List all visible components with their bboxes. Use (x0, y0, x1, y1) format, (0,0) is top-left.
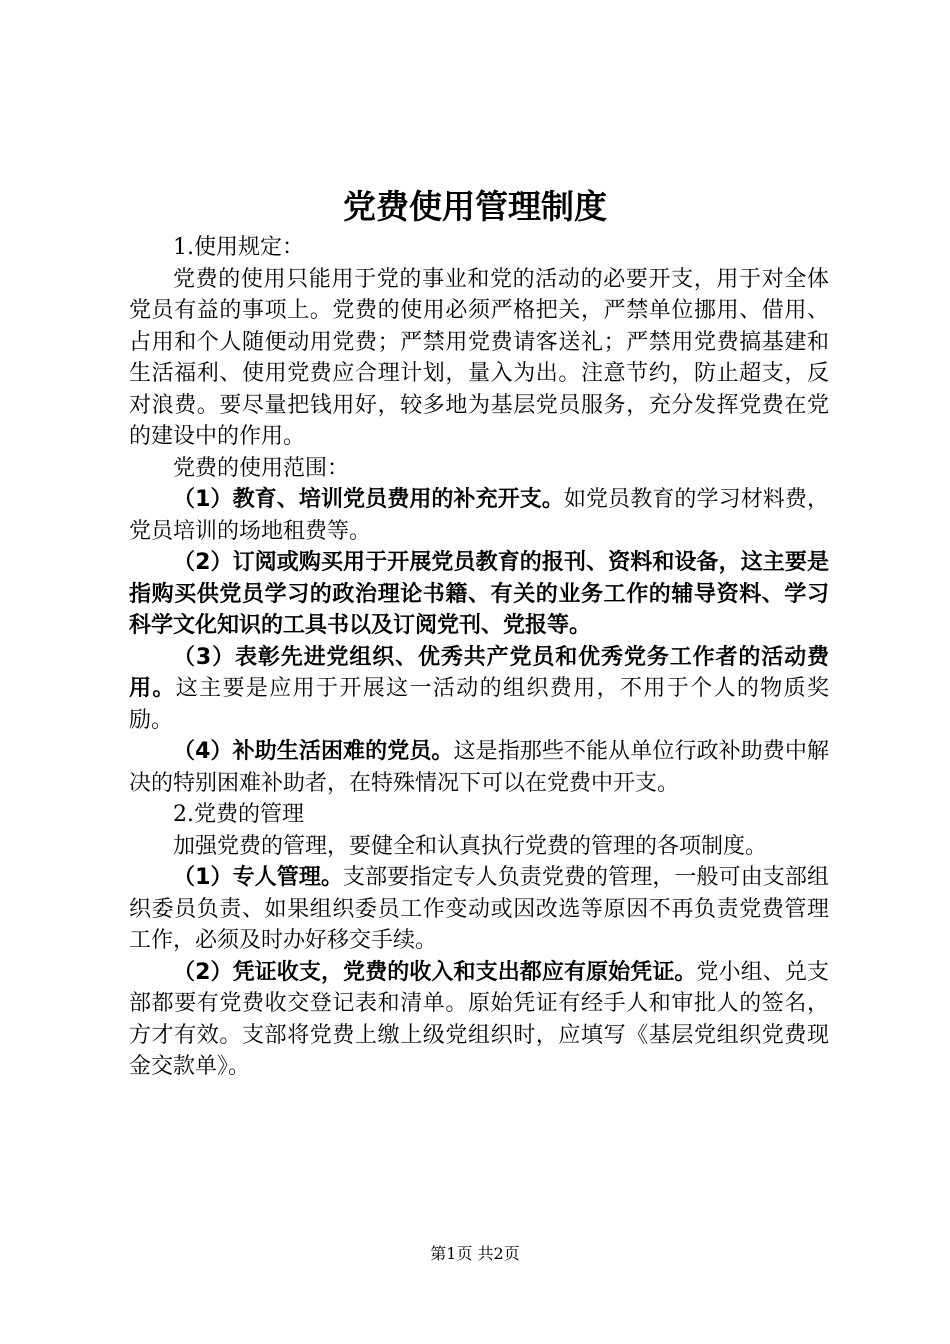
item-bold-lead: （1）教育、培训党员费用的补充开支。 (173, 487, 564, 512)
paragraph-text: 党费的使用只能用于党的事业和党的活动的必要开支，用于对全体党员有益的事项上。党费的使用必须严格把关，严禁单位挪用、借用、占用和个人随便动用党费；严禁用党费请客送礼；严禁用党费搞基建和生活福利、使用党费应合理计划，量入为出。注意节约，防止超支，反对浪费。要尽量把钱用好，较多地为基层党员服务，充分发挥党费在党的建设中的作用。 (129, 266, 829, 449)
item-bold-lead: （2）凭证收支，党费的收入和支出都应有原始凭证。 (173, 959, 697, 985)
item-bold-lead: （2）订阅或购买用于开展党员教育的报刊、资料和设备，这主要是指购买供党员学习的政治理论书籍、有关的业务工作的辅导资料、学习科学文化知识的工具书以及订阅党刊、党报等。 (129, 550, 829, 638)
list-item-education (129, 484, 829, 547)
document-body (129, 232, 829, 1083)
item-bold-lead: （1）专人管理。 (173, 865, 344, 890)
item-text: 这是指那些不能从单位行政补助费中解决的特别困难补助者，在特殊情况下可以在党费中开支。 (129, 739, 829, 796)
item-text: 如党员教育的学习材料费，党员培训的场地租费等。 (129, 487, 829, 544)
paragraph-usage-rules (129, 264, 829, 453)
section-heading-text: 1.使用规定： (173, 235, 304, 260)
list-item-subsidy (129, 736, 829, 799)
item-text: 支部要指定专人负责党费的管理，一般可由支部组织委员负责、如果组织委员工作变动或因改选等原因不再负责党费管理工作，必须及时办好移交手续。 (129, 865, 829, 953)
list-item-dedicated-manager (129, 862, 829, 957)
section-heading-management (129, 799, 829, 831)
item-text: 这主要是应用于开展这一活动的组织费用，不用于个人的物质奖励。 (129, 676, 829, 733)
paragraph-usage-scope (129, 453, 829, 485)
document-title: 党费使用管理制度 (343, 187, 607, 226)
list-item-subscriptions (129, 547, 829, 642)
item-bold-lead: （4）补助生活困难的党员。 (173, 739, 454, 764)
paragraph-management-intro (129, 831, 829, 863)
list-item-vouchers (129, 957, 829, 1083)
section-heading-usage (129, 232, 829, 264)
paragraph-text: 党费的使用范围： (173, 455, 350, 481)
list-item-commendation (129, 642, 829, 737)
item-bold-lead: （3）表彰先进党组织、优秀共产党员和优秀党务工作者的活动费用。 (129, 644, 829, 701)
section-heading-text: 2.党费的管理 (173, 802, 304, 827)
page-footer (0, 1243, 950, 1265)
item-text: 党小组、兑支部都要有党费收交登记表和清单。原始凭证有经手人和审批人的签名，方才有效。支部将党费上缴上级党组织时，应填写《基层党组织党费现金交款单》。 (129, 959, 829, 1079)
paragraph-text: 加强党费的管理，要健全和认真执行党费的管理的各项制度。 (173, 833, 768, 859)
page-number: 第1页 共2页 (430, 1244, 520, 1263)
